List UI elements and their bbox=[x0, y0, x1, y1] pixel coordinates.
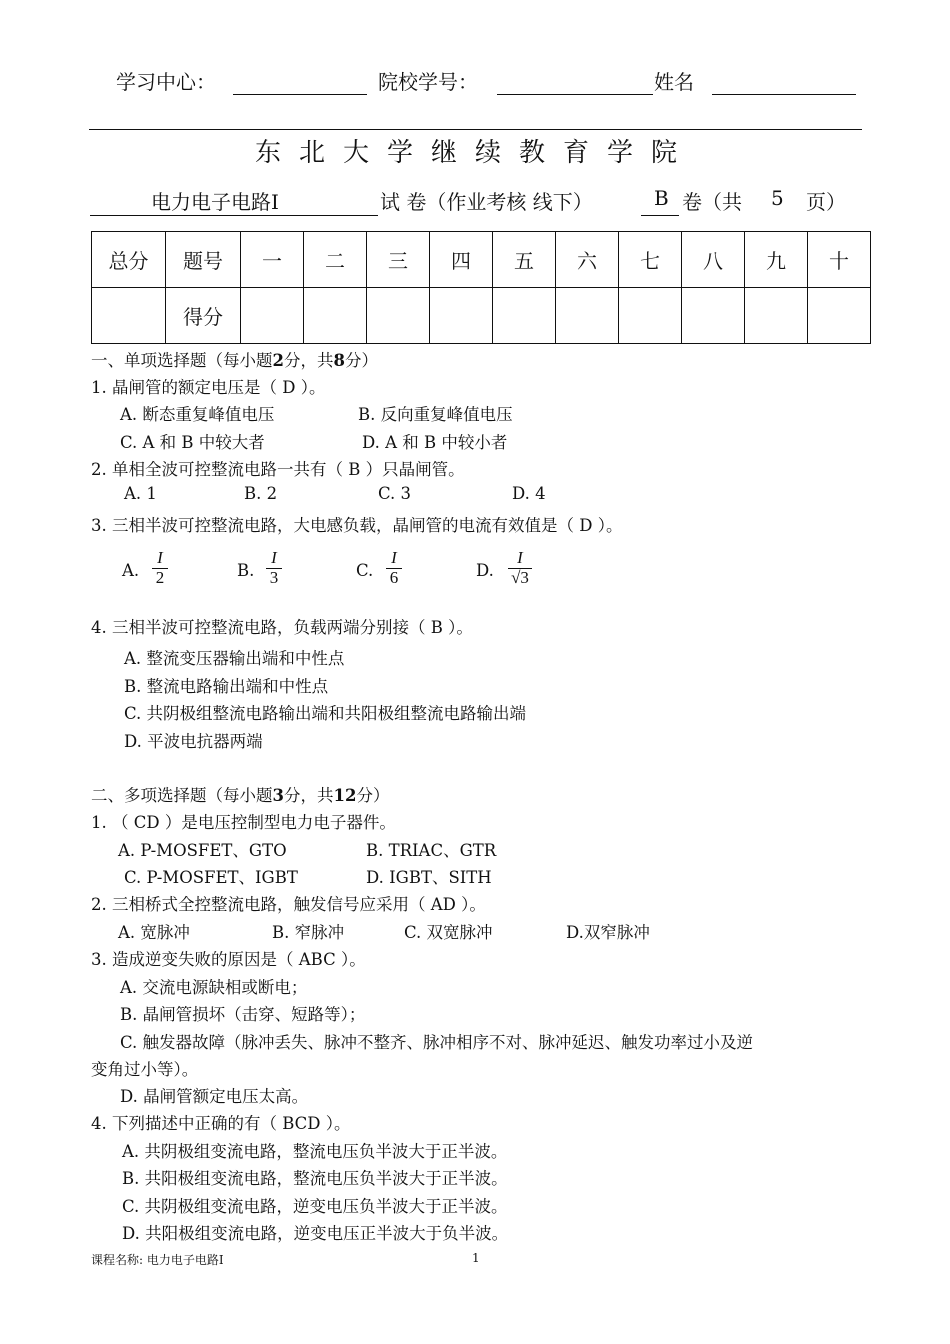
option: A. 整流变压器输出端和中性点 bbox=[124, 649, 345, 668]
option: A. 共阴极组变流电路，整流电压负半波大于正半波。 bbox=[122, 1142, 508, 1161]
table-cell: 八 bbox=[682, 232, 745, 288]
option: C. P-MOSFET、IGBT bbox=[124, 868, 298, 887]
name-field[interactable] bbox=[712, 94, 856, 95]
option: D. 4 bbox=[512, 484, 546, 503]
header-divider bbox=[89, 129, 862, 130]
option: B. 2 bbox=[244, 484, 278, 503]
score-table bbox=[91, 231, 871, 344]
total-score-cell[interactable] bbox=[92, 288, 166, 344]
option: C. 触发器故障（脉冲丢失、脉冲不整齐、脉冲相序不对、脉冲延迟、触发功率过小及逆 bbox=[120, 1033, 754, 1052]
option: B. 窄脉冲 bbox=[272, 923, 345, 942]
option-continued: 变角过小等）。 bbox=[91, 1060, 199, 1079]
score-cell[interactable] bbox=[808, 288, 871, 344]
study-center-label: 学习中心： bbox=[116, 70, 216, 94]
option: B. 共阳极组变流电路，整流电压负半波大于正半波。 bbox=[122, 1169, 508, 1188]
option: D. 平波电抗器两端 bbox=[124, 732, 263, 751]
study-center-field[interactable] bbox=[233, 94, 367, 95]
exam-type: 试 卷（作业考核 线下） bbox=[380, 190, 593, 214]
option: C. 共阴极组整流电路输出端和共阳极组整流电路输出端 bbox=[124, 704, 527, 723]
course-name: 电力电子电路Ⅰ bbox=[151, 190, 279, 214]
option: D. 共阳极组变流电路，逆变电压正半波大于负半波。 bbox=[122, 1224, 509, 1243]
table-cell: 三 bbox=[367, 232, 430, 288]
fraction-option-a: I 2 bbox=[150, 549, 170, 587]
s2-question-4: 4. 下列描述中正确的有（ BCD ）。 bbox=[91, 1114, 351, 1133]
table-cell: 总分 bbox=[92, 232, 166, 288]
section-1-heading: 一、单项选择题（每小题2分，共8分） bbox=[91, 351, 378, 370]
table-cell: 四 bbox=[430, 232, 493, 288]
student-id-label: 院校学号： bbox=[378, 70, 478, 94]
option-label: D. bbox=[476, 561, 494, 580]
table-cell: 得分 bbox=[166, 288, 241, 344]
option: A. 宽脉冲 bbox=[118, 923, 190, 942]
option: D.双窄脉冲 bbox=[566, 923, 650, 942]
option-label: C. bbox=[356, 561, 374, 580]
option: B. 整流电路输出端和中性点 bbox=[124, 677, 329, 696]
option: B. 反向重复峰值电压 bbox=[358, 405, 513, 424]
fraction-option-b: I 3 bbox=[264, 549, 284, 587]
s1-question-2: 2. 单相全波可控整流电路一共有（ B ）只晶闸管。 bbox=[91, 460, 465, 479]
option: A. 断态重复峰值电压 bbox=[120, 405, 275, 424]
score-cell[interactable] bbox=[241, 288, 304, 344]
table-cell: 二 bbox=[304, 232, 367, 288]
fraction-option-c: I 6 bbox=[384, 549, 404, 587]
option-label: A. bbox=[122, 561, 140, 580]
score-cell[interactable] bbox=[619, 288, 682, 344]
s2-question-1: 1. （ CD ）是电压控制型电力电子器件。 bbox=[91, 813, 396, 832]
table-cell: 一 bbox=[241, 232, 304, 288]
score-table-score-row bbox=[92, 288, 871, 344]
fraction-option-d: I √3 bbox=[506, 549, 534, 587]
option: A. P-MOSFET、GTO bbox=[118, 841, 287, 860]
paper-version-underline bbox=[641, 215, 679, 216]
table-cell: 九 bbox=[745, 232, 808, 288]
student-id-field[interactable] bbox=[497, 94, 653, 95]
page-count: 5 bbox=[771, 186, 784, 210]
table-cell: 七 bbox=[619, 232, 682, 288]
score-cell[interactable] bbox=[745, 288, 808, 344]
s1-question-4: 4. 三相半波可控整流电路，负载两端分别接（ B ）。 bbox=[91, 618, 473, 637]
table-cell: 五 bbox=[493, 232, 556, 288]
footer-course-name: 课程名称: 电力电子电路Ⅰ bbox=[91, 1253, 224, 1267]
option: D. 晶闸管额定电压太高。 bbox=[120, 1087, 309, 1106]
pages-suffix: 页） bbox=[806, 190, 846, 214]
course-underline bbox=[90, 215, 378, 216]
option: C. 共阴极组变流电路，逆变电压负半波大于正半波。 bbox=[122, 1197, 508, 1216]
s1-question-1: 1. 晶闸管的额定电压是（ D ）。 bbox=[91, 378, 326, 397]
page-number: 1 bbox=[472, 1251, 480, 1265]
option: C. A 和 B 中较大者 bbox=[120, 433, 265, 452]
score-cell[interactable] bbox=[430, 288, 493, 344]
option: D. IGBT、SITH bbox=[366, 868, 492, 887]
option: B. TRIAC、GTR bbox=[366, 841, 497, 860]
option: C. 3 bbox=[378, 484, 412, 503]
table-cell: 题号 bbox=[166, 232, 241, 288]
paper-version: B bbox=[654, 186, 669, 210]
s2-question-2: 2. 三相桥式全控整流电路，触发信号应采用（ AD ）。 bbox=[91, 895, 486, 914]
option-label: B. bbox=[237, 561, 255, 580]
s1-question-3: 3. 三相半波可控整流电路，大电感负载，晶闸管的电流有效值是（ D ）。 bbox=[91, 516, 623, 535]
institution-title: 东北大学继续教育学院 bbox=[254, 138, 695, 168]
score-cell[interactable] bbox=[304, 288, 367, 344]
table-cell: 六 bbox=[556, 232, 619, 288]
s2-question-3: 3. 造成逆变失败的原因是（ ABC ）。 bbox=[91, 950, 366, 969]
score-cell[interactable] bbox=[367, 288, 430, 344]
option: A. 交流电源缺相或断电； bbox=[120, 978, 308, 997]
table-cell: 十 bbox=[808, 232, 871, 288]
pages-prefix: 卷（共 bbox=[682, 190, 742, 214]
section-2-heading: 二、多项选择题（每小题3分，共12分） bbox=[91, 786, 390, 805]
name-label: 姓名 bbox=[654, 70, 694, 94]
score-cell[interactable] bbox=[556, 288, 619, 344]
option: A. 1 bbox=[124, 484, 157, 503]
score-cell[interactable] bbox=[682, 288, 745, 344]
option: B. 晶闸管损坏（击穿、短路等）； bbox=[120, 1005, 366, 1024]
option: C. 双宽脉冲 bbox=[404, 923, 493, 942]
score-table-header-row bbox=[92, 232, 871, 288]
score-cell[interactable] bbox=[493, 288, 556, 344]
option: D. A 和 B 中较小者 bbox=[362, 433, 508, 452]
